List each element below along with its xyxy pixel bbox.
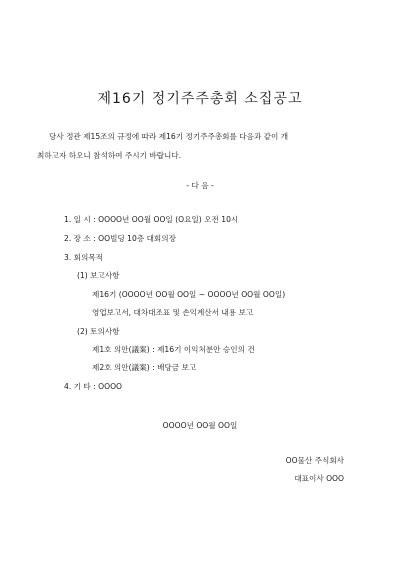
intro-line-2: 최하고자 하오니 참석하여 주시기 바랍니다. — [37, 151, 182, 160]
resolution-matters-header: (2) 토의사항 — [77, 327, 120, 336]
report-period: 제16기 (OOOO년 OO월 OO일 ~ OOOO년 OO월 OO일) — [92, 290, 286, 299]
agenda-other: 4. 기 타 : OOOO — [64, 382, 123, 391]
company-name: OO물산 주식회사 — [285, 456, 344, 465]
resolution-item-1: 제1호 의안(議案) : 제16기 이익처분안 승인의 건 — [92, 345, 255, 354]
notice-date: OOOO년 OO월 OO일 — [162, 421, 238, 430]
section-heading: - 다 음 - — [186, 181, 214, 190]
agenda-purpose: 3. 회의목적 — [64, 253, 104, 262]
resolution-item-2: 제2호 의안(議案) : 배당금 보고 — [92, 363, 197, 372]
intro-line-1: 당사 정관 제15조의 규정에 따라 제16기 정기주주총회를 다음과 같이 개 — [49, 132, 289, 141]
report-detail: 영업보고서, 대차대조표 및 손익계산서 내용 보고 — [92, 308, 254, 317]
agenda-place: 2. 장 소 : OO빌딩 10층 대회의장 — [64, 234, 176, 243]
report-matters-header: (1) 보고사항 — [77, 271, 120, 280]
page-title: 제16기 정기주주총회 소집공고 — [97, 91, 303, 107]
agenda-date-time: 1. 일 시 : OOOO년 OO월 OO일 (O요일) 오전 10시 — [64, 215, 239, 224]
ceo-name: 대표이사 OOO — [294, 474, 344, 483]
intro-paragraph — [37, 127, 377, 165]
